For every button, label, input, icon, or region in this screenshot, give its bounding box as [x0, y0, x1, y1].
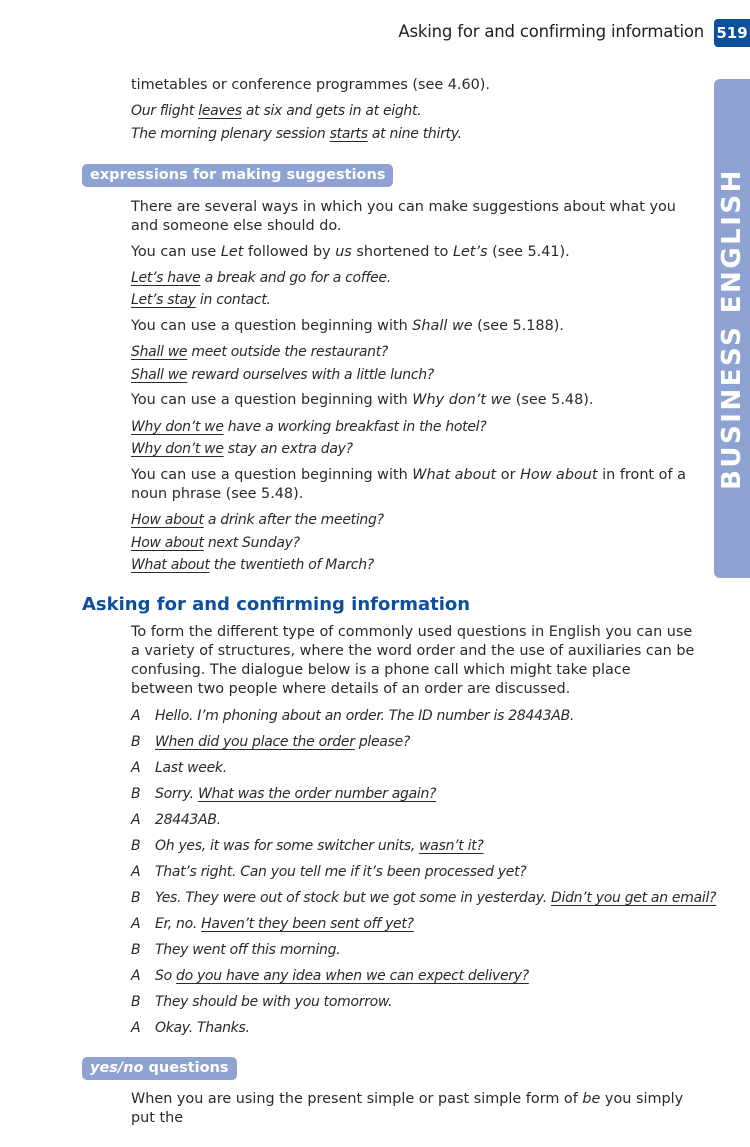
- dialogue-line: [131, 759, 227, 777]
- section-heading: Asking for and confirming information: [82, 594, 471, 615]
- example-text: the twentieth of March?: [209, 557, 374, 573]
- dialogue-text: That’s right. Can you tell me if it’s been processed yet?: [155, 864, 527, 880]
- example-underlined: Shall we: [131, 344, 188, 360]
- dialogue-text: Yes. They were out of stock but we got some in yesterday.: [155, 890, 551, 906]
- speaker-label: A: [131, 1020, 141, 1036]
- speaker-label: B: [131, 942, 141, 958]
- example-text: The morning plenary session: [131, 126, 330, 142]
- speaker-label: A: [131, 760, 141, 776]
- dialogue-text: Hello. I’m phoning about an order. The ID number is 28443AB.: [155, 708, 575, 724]
- text: or: [496, 467, 521, 483]
- text: When you are using the present simple or past simple form of: [131, 1091, 583, 1107]
- text: you simply put the: [131, 1091, 684, 1126]
- example-underlined: starts: [329, 126, 368, 142]
- dialogue-line: [131, 993, 392, 1011]
- dialogue-line: [131, 733, 410, 751]
- text: (see 5.41).: [487, 244, 570, 260]
- dialogue-line: [131, 837, 484, 855]
- example-text: have a working breakfast in the hotel?: [223, 419, 487, 435]
- text: You can use a question beginning with: [131, 318, 413, 334]
- speaker-label: B: [131, 890, 141, 906]
- example-underlined: Shall we: [131, 367, 188, 383]
- speaker-label: B: [131, 734, 141, 750]
- text: followed by: [243, 244, 336, 260]
- example: [131, 125, 462, 143]
- example-underlined: How about: [131, 535, 204, 551]
- dialogue-text: They should be with you tomorrow.: [155, 994, 393, 1010]
- dialogue-line: [131, 941, 340, 959]
- paragraph: [131, 466, 696, 504]
- speaker-label: B: [131, 994, 141, 1010]
- example-underlined: Why don’t we: [131, 441, 224, 457]
- speaker-label: A: [131, 864, 141, 880]
- keyword: What about: [412, 467, 497, 483]
- speaker-label: A: [131, 968, 141, 984]
- keyword: Why don’t we: [412, 392, 512, 408]
- example: [131, 366, 434, 384]
- paragraph: There are several ways in which you can make suggestions about what you and someone else should do.: [131, 199, 676, 234]
- example-underlined: How about: [131, 512, 204, 528]
- dialogue-line: [131, 889, 716, 907]
- speaker-label: B: [131, 838, 141, 854]
- example-text: stay an extra day?: [223, 441, 353, 457]
- dialogue-line: [131, 967, 529, 985]
- example: [131, 102, 421, 120]
- example: [131, 511, 384, 529]
- example-underlined: Why don’t we: [131, 419, 224, 435]
- dialogue-text: Last week.: [155, 760, 227, 776]
- speaker-label: B: [131, 786, 141, 802]
- example: [131, 291, 271, 309]
- dialogue-underlined: What was the order number again?: [197, 786, 437, 802]
- keyword: Let’s: [452, 244, 488, 260]
- paragraph: To form the different type of commonly used questions in English you can use a variety of structures, where the word order and the use of auxiliaries can be confusing. The dialogue below is a phone call which might take place between two people where details of an order are discussed.: [131, 624, 695, 697]
- text: in front of a noun phrase (see 5.48).: [131, 467, 686, 502]
- dialogue-underlined: do you have any idea when we can expect delivery?: [176, 968, 529, 984]
- dialogue-underlined: Haven’t they been sent off yet?: [201, 916, 414, 932]
- text: (see 5.188).: [472, 318, 564, 334]
- example: [131, 556, 374, 574]
- example-underlined: Let’s have: [131, 270, 201, 286]
- example: [131, 343, 388, 361]
- speaker-label: A: [131, 916, 141, 932]
- example: [131, 269, 391, 287]
- text: You can use: [131, 244, 221, 260]
- dialogue-text: please?: [354, 734, 411, 750]
- side-tab: [714, 79, 750, 578]
- example-text: meet outside the restaurant?: [187, 344, 389, 360]
- paragraph: [131, 391, 696, 410]
- example-text: at six and gets in at eight.: [241, 103, 422, 119]
- example: [131, 534, 300, 552]
- side-tab-label: BUSINESS ENGLISH: [717, 167, 747, 490]
- example-underlined: leaves: [198, 103, 242, 119]
- label-text: questions: [143, 1060, 229, 1076]
- dialogue-line: [131, 707, 574, 725]
- dialogue-text: So: [155, 968, 177, 984]
- running-title: Asking for and confirming information: [398, 22, 704, 41]
- keyword: Let: [220, 244, 244, 260]
- keyword: us: [335, 244, 352, 260]
- section-label-yes-no: [82, 1057, 237, 1080]
- dialogue-underlined: wasn’t it?: [419, 838, 484, 854]
- example-underlined: Let’s stay: [131, 292, 196, 308]
- label-italic: yes/no: [90, 1060, 144, 1076]
- example: [131, 418, 486, 436]
- example-text: a drink after the meeting?: [203, 512, 384, 528]
- example-text: at nine thirty.: [367, 126, 462, 142]
- paragraph: [131, 1090, 696, 1128]
- dialogue-line: [131, 785, 436, 803]
- dialogue-text: Okay. Thanks.: [155, 1020, 250, 1036]
- dialogue-text: Er, no.: [155, 916, 202, 932]
- page-number: 519: [714, 19, 750, 47]
- speaker-label: A: [131, 812, 141, 828]
- example-text: next Sunday?: [203, 535, 300, 551]
- keyword: How about: [520, 467, 598, 483]
- example-text: reward ourselves with a little lunch?: [187, 367, 434, 383]
- example-underlined: What about: [131, 557, 210, 573]
- example: [131, 440, 353, 458]
- dialogue-text: 28443AB.: [155, 812, 221, 828]
- dialogue-line: [131, 915, 414, 933]
- dialogue-underlined: When did you place the order: [155, 734, 355, 750]
- keyword: Shall we: [412, 318, 473, 334]
- example-text: Our flight: [131, 103, 199, 119]
- example-text: a break and go for a coffee.: [200, 270, 391, 286]
- example-text: in contact.: [195, 292, 271, 308]
- intro-text: timetables or conference programmes (see 4.60).: [131, 77, 490, 93]
- text: (see 5.48).: [511, 392, 594, 408]
- dialogue-text: Oh yes, it was for some switcher units,: [155, 838, 420, 854]
- keyword: be: [582, 1091, 601, 1107]
- dialogue-line: [131, 863, 526, 881]
- section-label-suggestions: expressions for making suggestions: [82, 164, 393, 187]
- dialogue-line: [131, 1019, 250, 1037]
- text: You can use a question beginning with: [131, 467, 413, 483]
- paragraph: [131, 243, 696, 262]
- paragraph: [131, 317, 696, 336]
- text: shortened to: [351, 244, 453, 260]
- speaker-label: A: [131, 708, 141, 724]
- dialogue-text: Sorry.: [155, 786, 198, 802]
- text: You can use a question beginning with: [131, 392, 413, 408]
- dialogue-line: [131, 811, 221, 829]
- dialogue-underlined: Didn’t you get an email?: [551, 890, 717, 906]
- dialogue-text: They went off this morning.: [155, 942, 341, 958]
